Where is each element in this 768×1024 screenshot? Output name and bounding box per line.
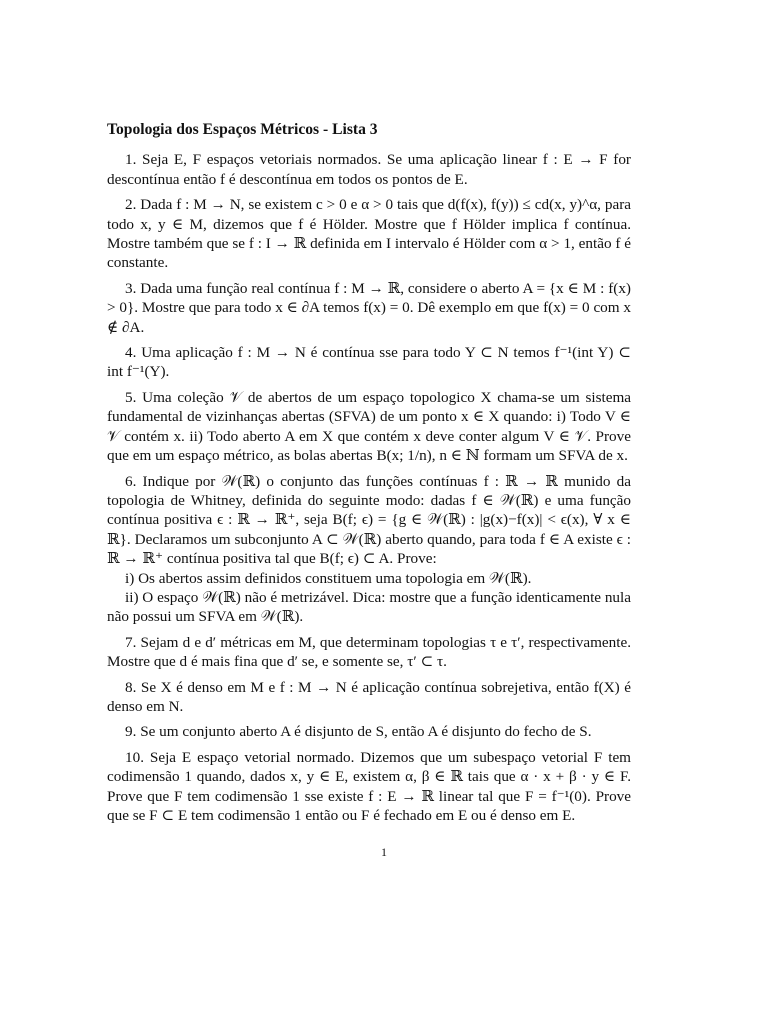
exercise-6-part-ii: ii) O espaço 𝒲(ℝ) não é metrizável. Dica: mostre que a função identicamente nula não possui um SFVA em 𝒲(ℝ). bbox=[107, 588, 631, 626]
exercise-6-part-i: i) Os abertos assim definidos constituem uma topologia em 𝒲(ℝ). bbox=[125, 569, 532, 587]
exercise-1: 1. Seja E, F espaços vetoriais normados. Se uma aplicação linear f : E → F for descontínua então f é descontínua em todos os pontos de E. bbox=[107, 151, 631, 188]
exercise-10: 10. Seja E espaço vetorial normado. Dizemos que um subespaço vetorial F tem codimensão 1 quando, dados x, y ∈ E, existem α, β ∈ ℝ tais que α · x + β · y ∈ F. Prove que F tem codimensão 1 sse existe f : E → ℝ linear tal que F = f⁻¹(0). Prove que se F ⊂ E tem codimensão 1 então ou F é fechado em E ou é denso em E. bbox=[107, 748, 631, 824]
exercise-9: 9. Se um conjunto aberto A é disjunto de S, então A é disjunto do fecho de S. bbox=[125, 723, 592, 741]
document-body bbox=[107, 120, 631, 831]
exercise-3: 3. Dada uma função real contínua f : M → ℝ, considere o aberto A = {x ∈ M : f(x) > 0}. Mostre que para todo x ∈ ∂A temos f(x) = 0. Dê exemplo em que f(x) = 0 com x ∉ ∂A. bbox=[107, 279, 631, 336]
exercise-5: 5. Uma coleção 𝒱 de abertos de um espaço topologico X chama-se um sistema fundamental de vizinhanças abertas (SFVA) de um ponto x ∈ X quando: i) Todo V ∈ 𝒱 contém x. ii) Todo aberto A em X que contém x deve conter algum V ∈ 𝒱. Prove que em um espaço métrico, as bolas abertas B(x; 1/n), n ∈ ℕ formam um SFVA de x. bbox=[107, 388, 631, 465]
page-number: 1 bbox=[381, 845, 387, 859]
document-title: Topologia dos Espaços Métricos - Lista 3 bbox=[107, 121, 378, 138]
exercise-6: 6. Indique por 𝒲(ℝ) o conjunto das funções contínuas f : ℝ → ℝ munido da topologia de Whitney, definida do seguinte modo: dadas f ∈ 𝒲(ℝ) e uma função contínua positiva ϵ : ℝ → ℝ⁺, seja B(f; ϵ) = {g ∈ 𝒲(ℝ) : |g(x)−f(x)| < ϵ(x), ∀ x ∈ ℝ}. Declaramos um subconjunto A ⊂ 𝒲(ℝ) aberto quando, para toda f ∈ A existe ϵ : ℝ → ℝ⁺ contínua positiva tal que B(f; ϵ) ⊂ A. Prove: bbox=[107, 472, 631, 568]
exercise-4: 4. Uma aplicação f : M → N é contínua sse para todo Y ⊂ N temos f⁻¹(int Y) ⊂ int f⁻¹(Y). bbox=[107, 344, 631, 381]
exercise-2: 2. Dada f : M → N, se existem c > 0 e α > 0 tais que d(f(x), f(y)) ≤ cd(x, y)^α, para todo x, y ∈ M, dizemos que f é Hölder. Mostre que f Hölder implica f contínua. Mostre também que se f : I → ℝ definida em I intervalo é Hölder com α > 1, então f é constante. bbox=[107, 196, 631, 272]
exercise-7: 7. Sejam d e d′ métricas em M, que determinam topologias τ e τ′, respectivamente. Mostre que d é mais fina que d′ se, e somente se, τ′ ⊂ τ. bbox=[107, 633, 631, 671]
exercise-8: 8. Se X é denso em M e f : M → N é aplicação contínua sobrejetiva, então f(X) é denso em N. bbox=[107, 678, 631, 715]
